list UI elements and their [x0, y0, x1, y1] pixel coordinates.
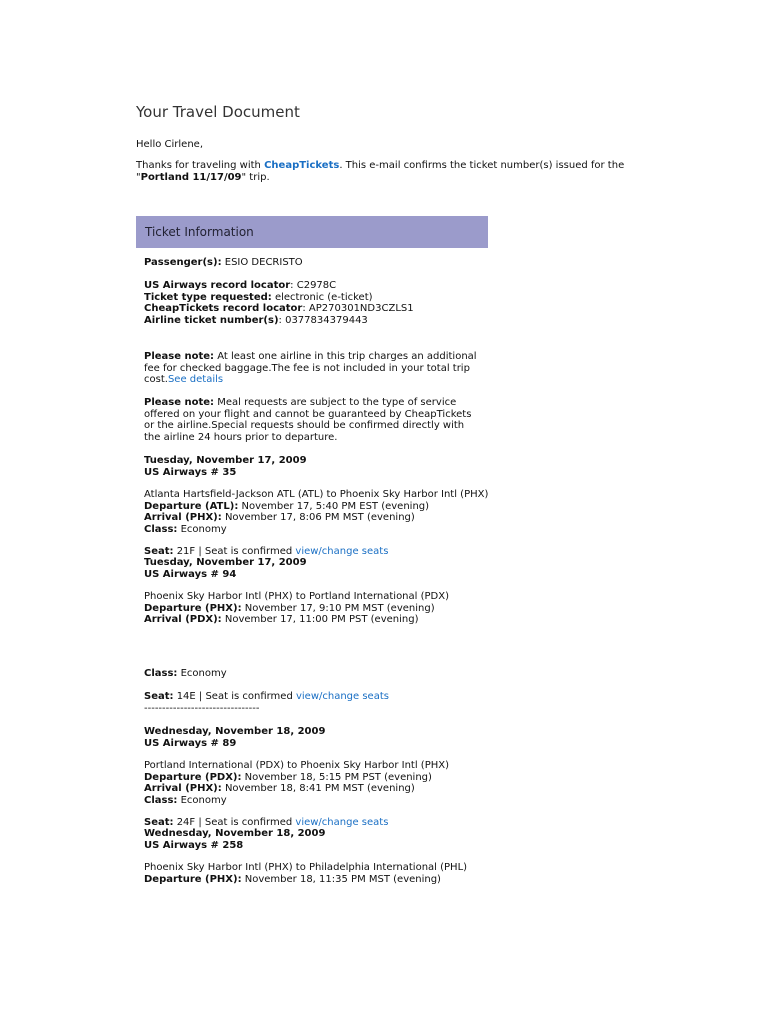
departure-value: November 17, 9:10 PM MST (evening) [241, 602, 435, 614]
seat-label: Seat: [144, 546, 174, 557]
arrival-label: Arrival (PHX): [144, 783, 222, 794]
intro-text: Thanks for traveling with [136, 160, 265, 171]
departure-value: November 17, 5:40 PM EST (evening) [238, 500, 430, 512]
change-seats-link[interactable]: view/change seats [295, 546, 389, 557]
change-seats-link[interactable]: view/change seats [295, 817, 389, 828]
flight-date: Wednesday, November 18, 2009 [144, 828, 326, 839]
flight-date: Tuesday, November 17, 2009 [144, 557, 307, 568]
baggage-note [144, 351, 484, 386]
intro-text-3: " trip. [241, 172, 270, 183]
flight-route: Atlanta Hartsfield-Jackson ATL (ATL) to Phoenix Sky Harbor Intl (PHX) [144, 489, 489, 500]
arrival-value: November 17, 8:06 PM MST (evening) [221, 512, 415, 523]
flight-number: US Airways # 258 [144, 839, 244, 851]
note-label: Please note: [144, 397, 215, 408]
passenger-value: ESIO DECRISTO [221, 257, 303, 268]
flight-1-header [144, 455, 484, 478]
flight-number: US Airways # 35 [144, 466, 237, 478]
change-seats-link[interactable]: view/change seats [295, 691, 389, 702]
departure-label: Departure (PDX): [144, 771, 242, 783]
note-text: At least one airline in this trip charges an additional fee for checked baggage.The fee is not included in your total trip cost. [144, 351, 477, 385]
seat-label: Seat: [144, 691, 174, 702]
ticket-number-label: Airline ticket number(s) [144, 314, 279, 326]
page-title: Your Travel Document [136, 103, 300, 121]
ticket-type-value: electronic (e-ticket) [271, 291, 373, 303]
flight-1-details [144, 489, 489, 535]
cheaptickets-link[interactable]: CheapTickets [264, 160, 340, 171]
departure-label: Departure (PHX): [144, 602, 242, 614]
class-value: Economy [177, 523, 227, 535]
note-text: Meal requests are subject to the type of service offered on your flight and cannot be guaranteed by CheapTickets or the airline.Special requests should be confirmed directly with the airline 24 hours prior to departure. [144, 397, 472, 443]
ct-locator-value: : AP270301ND3CZLS1 [302, 303, 414, 314]
flight-3-seat [144, 817, 484, 829]
departure-label: Departure (PHX): [144, 873, 242, 885]
flight-number: US Airways # 89 [144, 737, 237, 749]
record-locator-label: US Airways record locator [144, 280, 291, 291]
arrival-value: November 17, 11:00 PM PST (evening) [221, 614, 419, 625]
departure-label: Departure (ATL): [144, 500, 239, 512]
flight-date: Tuesday, November 17, 2009 [144, 455, 307, 466]
flight-route: Portland International (PDX) to Phoenix Sky Harbor Intl (PHX) [144, 760, 449, 771]
passenger-block [144, 257, 484, 269]
seat-value: 14E | Seat is confirmed [173, 691, 296, 702]
class-label: Class: [144, 668, 178, 679]
arrival-value: November 18, 8:41 PM MST (evening) [221, 783, 415, 794]
flight-3-header [144, 726, 484, 749]
ticket-info-title: Ticket Information [145, 225, 254, 239]
class-label: Class: [144, 523, 178, 535]
class-value: Economy [177, 668, 227, 679]
class-label: Class: [144, 794, 178, 806]
flight-2-seat [144, 691, 484, 714]
arrival-label: Arrival (PHX): [144, 512, 222, 523]
passenger-label: Passenger(s): [144, 257, 222, 268]
departure-value: November 18, 5:15 PM PST (evening) [241, 771, 432, 783]
ct-locator-label: CheapTickets record locator [144, 303, 303, 314]
class-value: Economy [177, 794, 227, 806]
flight-2-details [144, 591, 484, 626]
seat-value: 24F | Seat is confirmed [173, 817, 296, 828]
ticket-number-value: : 0377834379443 [278, 314, 368, 326]
note-label: Please note: [144, 351, 215, 362]
record-locator-value: : C2978C [290, 280, 337, 291]
intro-text-2: . This e-mail confirms the ticket number(s) issued for the " [136, 160, 625, 183]
record-block [144, 280, 484, 326]
flight-route: Phoenix Sky Harbor Intl (PHX) to Philadelphia International (PHL) [144, 862, 468, 873]
flight-3-details [144, 760, 484, 806]
trip-name: Portland 11/17/09 [140, 172, 242, 183]
ticket-info-header [136, 216, 488, 248]
flight-2-class [144, 668, 484, 680]
arrival-label: Arrival (PDX): [144, 614, 222, 625]
flight-route: Phoenix Sky Harbor Intl (PHX) to Portland International (PDX) [144, 591, 449, 602]
flight-4-header [144, 828, 484, 851]
see-details-link[interactable]: See details [167, 374, 224, 385]
departure-value: November 18, 11:35 PM MST (evening) [241, 873, 441, 885]
ticket-type-label: Ticket type requested: [144, 291, 272, 303]
meal-note [144, 397, 480, 443]
seat-label: Seat: [144, 817, 174, 828]
flight-4-details [144, 862, 484, 885]
flight-2-header [144, 557, 484, 580]
flight-date: Wednesday, November 18, 2009 [144, 726, 326, 737]
seat-value: 21F | Seat is confirmed [173, 546, 296, 557]
flight-number: US Airways # 94 [144, 568, 237, 580]
divider: -------------------------------- [144, 702, 260, 714]
greeting: Hello Cirlene, [136, 139, 203, 150]
flight-1-seat [144, 546, 484, 558]
intro-paragraph [136, 160, 666, 184]
